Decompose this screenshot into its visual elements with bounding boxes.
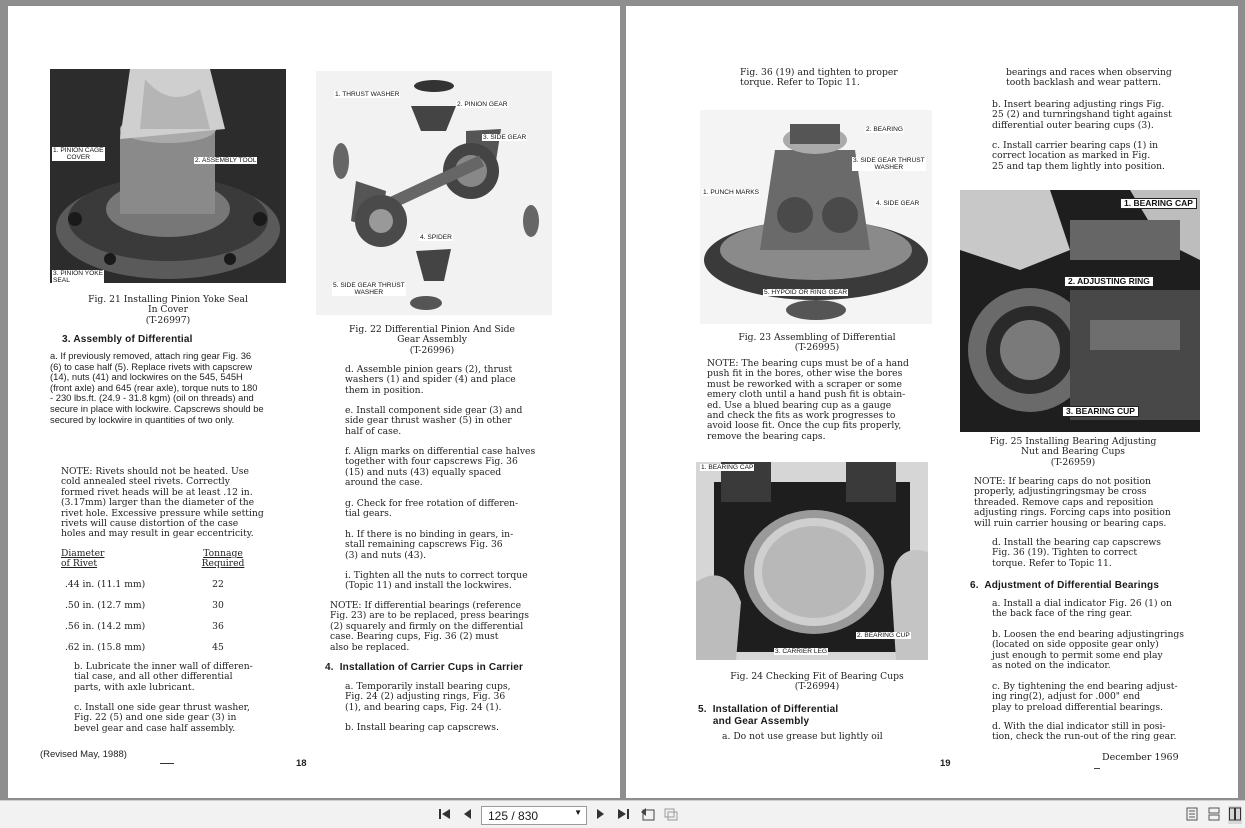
section-6-step-a: a. Install a dial indicator Fig. 26 (1) on the back face of the ring gear.: [992, 598, 1172, 620]
section-4-step-a: a. Temporarily install bearing cups, Fig. 24 (2) adjusting rings, Fig. 36 (1), and bearing caps, Fig. 24 (1).: [345, 681, 511, 713]
section-3-heading: 3. Assembly of Differential: [62, 334, 193, 345]
step-i: i. Tighten all the nuts to correct torque (Topic 11) and install the lockwires.: [345, 570, 528, 592]
continuous-view-button[interactable]: [1207, 806, 1221, 824]
fig25-photo: [960, 190, 1200, 432]
step-b: b. Lubricate the inner wall of differen- tial case, and all other differential parts, with axle lubricant.: [74, 661, 253, 693]
step-g: g. Check for free rotation of differen- tial gears.: [345, 498, 519, 520]
previous-page-button[interactable]: [460, 806, 476, 824]
section-6-heading: 6. Adjustment of Differential Bearings: [970, 580, 1160, 591]
previous-page-icon: [463, 808, 473, 823]
fig25-label-2: 2. ADJUSTING RING: [1064, 276, 1154, 287]
fig22-label-1: 1. THRUST WASHER: [335, 91, 400, 98]
chevron-down-icon: ▼: [574, 808, 582, 817]
rivet-table-row: .44 in. (11.1 mm): [65, 579, 146, 590]
rivet-table-row: .56 in. (14.2 mm): [65, 621, 146, 632]
col2-top-text: bearings and races when observing tooth backlash and wear pattern.: [1006, 67, 1172, 89]
rivet-table-row: 45: [212, 642, 224, 653]
fig23-photo: [700, 110, 932, 324]
page-number-select[interactable]: [481, 806, 587, 825]
page-number-18: 18: [296, 758, 307, 769]
footer-dash: [160, 763, 174, 764]
section-5-heading: 5. Installation of Differential and Gear Assembly: [698, 704, 839, 727]
fig23-label-4: 4. SIDE GEAR: [876, 200, 920, 207]
page-19: [626, 6, 1238, 798]
rivet-table-row: .50 in. (12.7 mm): [65, 600, 146, 611]
section-6-step-b: b. Loosen the end bearing adjustingrings (located on side opposite gear only) just enough to permit some end play as noted on the indicator.: [992, 629, 1184, 672]
fig25-caption: Fig. 25 Installing Bearing Adjusting Nut and Bearing Cups (T-26959): [989, 436, 1157, 468]
fig24-label-1: 1. BEARING CAP: [701, 464, 754, 471]
fig22-photo: [316, 71, 552, 315]
two-page-icon: [1229, 807, 1241, 824]
section-3-step-a: a. If previously removed, attach ring gear Fig. 36 (6) to case half (5). Replace rivets with capscrew (14), nuts (41) and lockwires on the 545, 545H (front axle) and 645 (rear axle), torque nuts to 180 - 230 lbs.ft. (24.9 - 31.8 kgm) (oil on threads) and secure in place with lockwire. Capscrews should be secured by lockwire in quantities of two only.: [50, 350, 264, 425]
step-f: f. Align marks on differential case halves together with four capscrews Fig. 36 (15) and nuts (43) equally spaced around the case.: [345, 446, 536, 489]
fig25-label-3: 3. BEARING CUP: [1062, 406, 1139, 417]
two-page-view-button[interactable]: [1228, 806, 1242, 824]
rivet-table-header-tonnage: Tonnage Required: [201, 548, 245, 570]
first-page-icon: [438, 808, 452, 823]
rivet-table-row: 22: [212, 579, 224, 590]
section-4-step-b: b. Install bearing cap capscrews.: [345, 722, 499, 733]
pdf-toolbar: [0, 800, 1245, 828]
col2-step-d: d. Install the bearing cap capscrews Fig. 36 (19). Tighten to correct torque. Refer to Topic 11.: [992, 537, 1161, 569]
go-forward-icon: [663, 807, 679, 824]
section-6-step-d: d. With the dial indicator still in posi- tion, check the run-out of the ring gear.: [992, 721, 1177, 743]
step-e: e. Install component side gear (3) and side gear thrust washer (5) in other half of case.: [345, 405, 523, 437]
rivet-table-row: 36: [212, 621, 224, 632]
col2-step-c: c. Install carrier bearing caps (1) in correct location as marked in Fig. 25 and tap them lightly into position.: [992, 140, 1165, 172]
fig23-label-2: 2. BEARING: [866, 126, 904, 133]
fig22-label-3: 3. SIDE GEAR: [483, 134, 527, 141]
page-indicator: 125 / 830: [488, 808, 539, 823]
next-page-button[interactable]: [592, 806, 608, 824]
section-5-step-a: a. Do not use grease but lightly oil: [722, 731, 883, 742]
date-footer: December 1969: [1102, 752, 1179, 763]
first-page-button[interactable]: [436, 806, 454, 824]
fig22-label-2: 2. PINION GEAR: [457, 101, 508, 108]
rivet-table-header-diameter: Diameter of Rivet: [61, 548, 105, 570]
fig21-photo: [50, 69, 286, 283]
fig24-label-3: 3. CARRIER LEG: [775, 648, 828, 655]
fig21-label-2: 2. ASSEMBLY TOOL: [195, 157, 257, 164]
single-page-icon: [1186, 807, 1198, 824]
col2-step-b: b. Insert bearing adjusting rings Fig. 25 (2) and turnringshand tight against differential outer bearing cups (3).: [992, 99, 1172, 131]
fig22-caption: Fig. 22 Differential Pinion And Side Gear Assembly (T-26996): [349, 324, 515, 356]
last-page-icon: [616, 808, 630, 823]
rivet-table-row: 30: [212, 600, 224, 611]
note-caps: NOTE: If bearing caps do not position properly, adjustingringsmay be cross threaded. Remove caps and reposition adjusting rings. Forcing caps into position will ruin carrier housing or bearing caps.: [974, 476, 1171, 529]
fig24-label-2: 2. BEARING CUP: [857, 632, 910, 639]
go-back-button[interactable]: [639, 806, 657, 824]
fig21-caption: Fig. 21 Installing Pinion Yoke Seal In Cover (T-26997): [88, 294, 248, 326]
fig25-label-1: 1. BEARING CAP: [1120, 198, 1197, 209]
go-back-icon: [640, 807, 656, 824]
fig24-photo: [696, 462, 928, 660]
section-6-step-c: c. By tightening the end bearing adjust- ing ring(2), adjust for .000" end play to preload differential bearings.: [992, 681, 1178, 713]
page-18: [8, 6, 620, 798]
fig21-label-1: 1. PINION CAGE COVER: [53, 147, 104, 161]
section-4-heading: 4. Installation of Carrier Cups in Carrier: [325, 662, 524, 673]
revision-footer: (Revised May, 1988): [40, 749, 127, 760]
next-page-icon: [595, 808, 605, 823]
fig23-label-5: 5. HYPOID OR RING GEAR: [764, 289, 848, 296]
right-top-left-text: Fig. 36 (19) and tighten to proper torque. Refer to Topic 11.: [740, 67, 898, 89]
fig22-label-5: 5. SIDE GEAR THRUST WASHER: [333, 282, 405, 296]
note-bearings: NOTE: If differential bearings (reference Fig. 23) are to be replaced, press bearings (2) squarely and firmly on the differential case. Bearing cups, Fig. 36 (2) must also be replaced.: [330, 600, 529, 653]
rivet-table-row: .62 in. (15.8 mm): [65, 642, 146, 653]
fig24-caption: Fig. 24 Checking Fit of Bearing Cups (T-26994): [730, 671, 904, 693]
last-page-button[interactable]: [614, 806, 632, 824]
footer-dash: [1094, 768, 1100, 769]
step-c: c. Install one side gear thrust washer, Fig. 22 (5) and one side gear (3) in bevel gear and case half assembly.: [74, 702, 250, 734]
fig23-caption: Fig. 23 Assembling of Differential (T-26995): [738, 332, 896, 354]
fig23-label-3: 3. SIDE GEAR THRUST WASHER: [853, 157, 925, 171]
step-h: h. If there is no binding in gears, in- stall remaining capscrews Fig. 36 (3) and nuts (43).: [345, 529, 514, 561]
note-cups: NOTE: The bearing cups must be of a hand push fit in the bores, other wise the bores must be reworked with a scraper or some emery cloth until a hand push fit is obtain- ed. Use a blued bearing cup as a gauge and check the fits as work progresses to avoid loose fit. Once the cup fits properly, remove the bearing caps.: [707, 358, 909, 442]
fig21-label-3: 3. PINION YOKE SEAL: [53, 270, 104, 283]
single-page-view-button[interactable]: [1185, 806, 1199, 824]
page-number-19: 19: [940, 758, 951, 769]
note-rivets: NOTE: Rivets should not be heated. Use cold annealed steel rivets. Correctly formed rivet heads will be at least .12 in. (3.17mm) larger than the diameter of the rivet hole. Excessive pressure while setting rivets will cause distortion of the case holes and may result in gear eccentricity.: [61, 466, 264, 540]
step-d: d. Assemble pinion gears (2), thrust washers (1) and spider (4) and place them in position.: [345, 364, 516, 396]
fig22-label-4: 4. SPIDER: [420, 234, 452, 241]
go-forward-button[interactable]: [662, 806, 680, 824]
continuous-page-icon: [1208, 807, 1220, 824]
fig23-label-1: 1. PUNCH MARKS: [703, 189, 760, 196]
